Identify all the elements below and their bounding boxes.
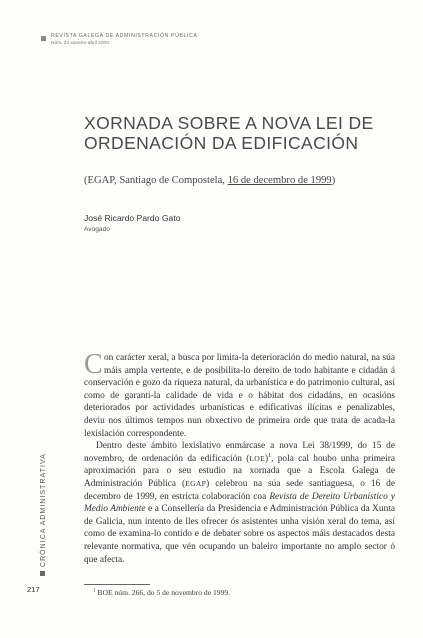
issue-info: Núm. 24 xaneiro-abril 2000: [51, 41, 109, 46]
page-number: 217: [27, 585, 40, 594]
event-info: [84, 175, 335, 186]
footnote-mark: 1: [93, 588, 96, 594]
event-date: 16 de decembro de 1999: [227, 175, 332, 186]
paragraph-2-text-c: ) celebrou na súa sede santiaguesa, o 16 de decembro de 1999, en estricta colaboración coa: [84, 478, 395, 502]
drop-cap: C: [84, 349, 103, 380]
footnote-text: BOE núm. 266, do 5 de novembro de 1999.: [95, 588, 231, 597]
paragraph-1-text: on carácter xeral, a busca por limita-la deterioración do medio natural, na súa máis ampla vertente, e de posibilita-lo dereito de todo habitante e cidadán á conservación e gozo da riqueza natural, da urbanística e do patrimonio cultural, así como de garanti-la calidade de vida e o hábitat dos cidadáns, en ocasións deteriorados por actividades urbanísticas e edificativas ilícitas e penalizables, deviu nos últimos tempos nun obxectivo de primeira orde que trata de acada-la lexislación correspondente.: [84, 353, 395, 439]
author-name: José Ricardo Pardo Gato: [84, 213, 181, 223]
paragraph-1: [84, 349, 395, 440]
paragraph-2: [84, 440, 395, 566]
article-title: [84, 113, 384, 153]
title-line-2: ORDENACIÓN DA EDIFICACIÓN: [84, 133, 359, 153]
paragraph-2-text-b: , pola cal houbo unha primeira aproximación para o seu estudio na xornada que a Escola Galega de Administración Pública (: [84, 453, 395, 489]
header-square-icon: [41, 36, 46, 41]
section-side-label: [40, 453, 47, 576]
article-body: [84, 349, 395, 566]
footnote: [93, 588, 230, 597]
event-suffix: ): [331, 175, 336, 186]
paragraph-2-text-a: Dentro deste ámbito lexislativo enmárcase a nova Lei 38/1999, do 15 de novembro, de ordenación da edificación (: [84, 441, 395, 464]
event-prefix: (EGAP, Santiago de Compostela,: [84, 175, 228, 186]
footnote-ref[interactable]: 1: [268, 452, 272, 459]
footnote-rule: [84, 584, 150, 585]
paragraph-2-paren: ): [265, 453, 269, 464]
author-role: Avogado: [84, 226, 110, 233]
section-label-text: CRÓNICA ADMINISTRATIVA: [40, 453, 47, 567]
section-square-icon: [40, 571, 45, 576]
journal-name: REVISTA GALEGA DE ADMINISTRACIÓN PÚBLICA: [51, 33, 198, 39]
journal-citation: Revista de Dereito Urbanístico y Medio Ambiente: [84, 491, 395, 515]
abbr-loe: LOE: [249, 453, 266, 463]
abbr-egap: EGAP: [185, 478, 207, 488]
title-line-1: XORNADA SOBRE A NOVA LEI DE: [84, 113, 374, 133]
paragraph-2-text-d: e a Consellería da Presidencia e Administración Pública da Xunta de Galicia, nun intento de lles ofrecer ós asistentes unha visión xeral do tema, así como de examina-lo contido e de debater sobre os aspectos máis destacados desta relevante normativa, que vén ocupando un baleiro importante no amplo sector ó que afecta.: [84, 504, 395, 565]
